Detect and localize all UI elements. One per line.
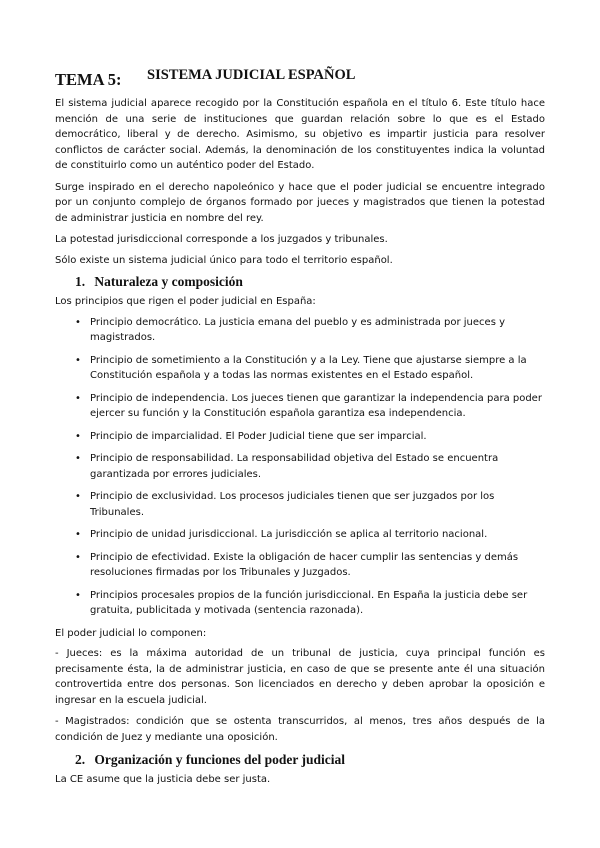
topic-number: TEMA 5: (55, 70, 122, 89)
section-heading-text: Organización y funciones del poder judicial (94, 752, 346, 767)
bullet-icon: • (75, 551, 81, 563)
section-heading-1 (75, 273, 545, 290)
bullet-icon: • (75, 491, 81, 502)
list-item (55, 353, 545, 384)
list-item-text: Principios procesales propios de la función jurisdiccional. En España la justicia debe ser gratuita, publicitada y motivada (sentencia razonada). (90, 589, 528, 616)
list-item-text: Principio de exclusividad. Los procesos judiciales tienen que ser juzgados por los Tribunales. (90, 491, 495, 518)
bullet-icon: • (75, 453, 81, 464)
list-item-text: Principio de independencia. Los jueces tienen que garantizar la independencia para poder ejercer su función y la Constitución española garantiza esa independencia. (90, 392, 542, 419)
composition-lead: El poder judicial lo componen: (55, 627, 207, 639)
list-item-text: Principio de responsabilidad. La responsabilidad objetiva del Estado se encuentra garantizada por errores judiciales. (90, 453, 499, 480)
bullet-icon: • (75, 589, 81, 601)
list-item (55, 429, 545, 445)
intro-paragraph: La potestad jurisdiccional corresponde a los juzgados y tribunales. (55, 234, 388, 245)
bullet-icon: • (75, 430, 81, 442)
intro-paragraph: Sólo existe un sistema judicial único para todo el territorio español. (55, 254, 393, 266)
principles-lead: Los principios que rigen el poder judicial en España: (55, 296, 316, 307)
list-item (55, 588, 545, 619)
list-item (55, 451, 545, 482)
list-item-text: Principio de unidad jurisdiccional. La jurisdicción se aplica al territorio nacional. (90, 529, 488, 540)
principles-list (55, 315, 545, 619)
list-item-text: Principio democrático. La justicia emana del pueblo y es administrada por jueces y magistrados. (90, 316, 505, 343)
section-heading-text: Naturaleza y composición (94, 274, 243, 289)
section-heading-2 (75, 751, 545, 768)
list-item-text: Principio de imparcialidad. El Poder Judicial tiene que ser imparcial. (90, 430, 427, 442)
list-item (55, 550, 545, 581)
bullet-icon: • (75, 392, 81, 404)
list-item (55, 489, 545, 520)
bullet-icon: • (75, 529, 81, 540)
intro-paragraph: Surge inspirado en el derecho napoleónico y hace que el poder judicial se encuentre integrado por un conjunto complejo de órganos formado por jueces y magistrados que tienen la potestad de administrar justicia en nombre del rey. (55, 181, 545, 224)
list-item-text: Principio de sometimiento a la Constitución y a la Ley. Tiene que ajustarse siempre a la Constitución española y a todas las normas existentes en el Estado español. (90, 354, 527, 381)
bullet-icon: • (75, 354, 81, 366)
intro-paragraph: El sistema judicial aparece recogido por la Constitución española en el título 6. Este título hace mención de una serie de instituciones que guardan relación sobre lo que es el Estado democrático, liberal y de derecho. Asimismo, su objetivo es impartir justicia para resolver conflictos de carácter social. Además, la denominación de los constituyentes indica la voluntad de constituirlo como un auténtico poder del Estado. (55, 98, 545, 171)
list-item-text: Principio de efectividad. Existe la obligación de hacer cumplir las sentencias y demás resoluciones firmadas por los Tribunales y Juzgados. (90, 551, 519, 578)
list-item (55, 391, 545, 422)
section-number: 2. (75, 752, 86, 767)
page-title: SISTEMA JUDICIAL ESPAÑOL (147, 67, 356, 83)
section2-paragraph: La CE asume que la justicia debe ser justa. (55, 774, 271, 785)
list-item (55, 527, 545, 543)
list-item (55, 315, 545, 346)
section-number: 1. (75, 274, 86, 289)
jueces-paragraph: - Jueces: es la máxima autoridad de un tribunal de justicia, cuya principal función es precisamente ésta, la de administrar justicia, en caso de que se presente ante él una situación controvertida entre dos personas. Son licenciados en derecho y deben aprobar la oposición e ingresar en la escuela judicial. (55, 648, 545, 706)
document-body (55, 96, 545, 794)
bullet-icon: • (75, 316, 81, 328)
magistrados-paragraph: - Magistrados: condición que se ostenta transcurridos, al menos, tres años después de la condición de Juez y mediante una oposición. (55, 716, 545, 743)
